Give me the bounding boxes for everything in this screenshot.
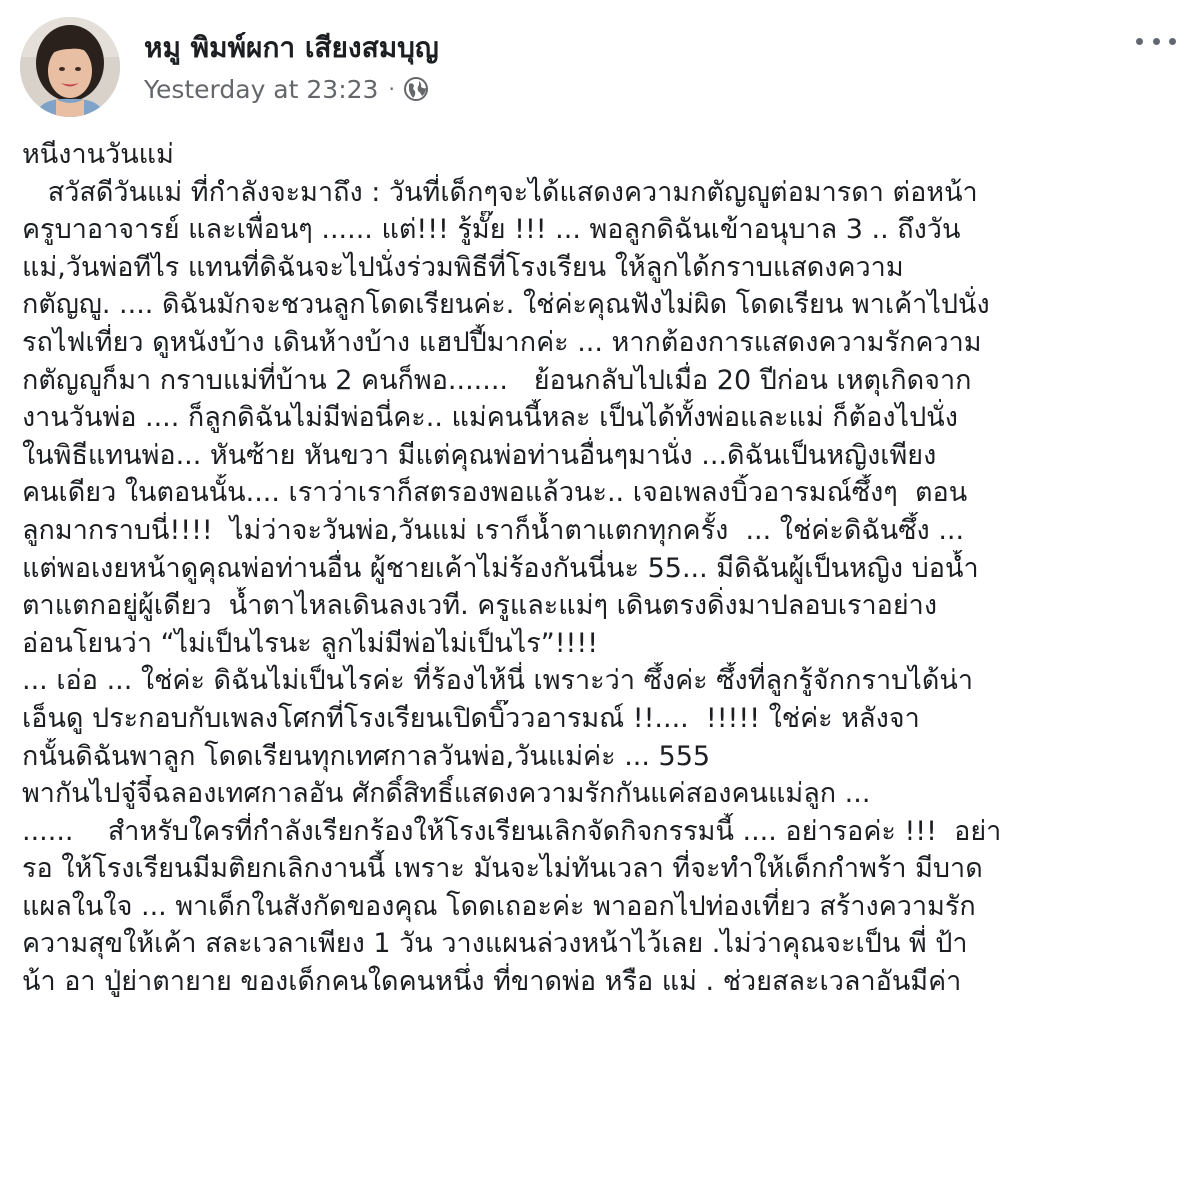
post-text-line: อ่อนโยนว่า “ไม่เป็นไรนะ ลูกไม่มีพ่อไม่เป็นไร”!!!! bbox=[22, 627, 599, 659]
more-options-icon bbox=[1136, 38, 1143, 45]
post-text-line: ในพิธีแทนพ่อ... หันซ้าย หันขวา มีแต่คุณพ่อท่านอื่นๆมานั่ง ...ดิฉันเป็นหญิงเพียง bbox=[22, 439, 937, 471]
post-text-line: ความสุขให้เค้า สละเวลาเพียง 1 วัน วางแผนล่วงหน้าไว้เลย .ไม่ว่าคุณจะเป็น พี่ ป้า bbox=[22, 928, 968, 960]
more-options-icon-dot bbox=[1153, 38, 1160, 45]
post-timestamp[interactable]: Yesterday at 23:23 bbox=[144, 74, 379, 104]
post-text-line: น้า อา ปู่ย่าตายาย ของเด็กคนใดคนหนึ่ง ที่ขาดพ่อ หรือ แม่ . ช่วยสละเวลาอันมีค่า bbox=[22, 966, 962, 998]
post-text-line: คนเดียว ในตอนนั้น.... เราว่าเราก็สตรองพอแล้วนะ.. เจอเพลงบิ้วอารมณ์ซึ้งๆ ตอน bbox=[22, 477, 968, 509]
post-text-line: กตัญญู. .... ดิฉันมักจะชวนลูกโดดเรียนค่ะ. ใช่ค่ะคุณฟังไม่ผิด โดดเรียน พาเค้าไปนั่ง bbox=[22, 289, 990, 321]
post-text-line: แผลในใจ ... พาเด็กในสังกัดของคุณ โดดเถอะค่ะ พาออกไปท่องเที่ยว สร้างความรัก bbox=[22, 890, 976, 922]
post-text bbox=[22, 136, 1172, 1181]
post-meta bbox=[144, 72, 429, 106]
more-options-button[interactable] bbox=[1136, 24, 1176, 58]
avatar[interactable] bbox=[20, 17, 120, 117]
globe-icon[interactable] bbox=[403, 76, 429, 102]
post-text-line: ลูกมากราบนี่!!!! ไม่ว่าจะวันพ่อ,วันแม่ เราก็น้ำตาแตกทุกครั้ง ... ใช่ค่ะดิฉันซึ้ง ... bbox=[22, 514, 965, 546]
post-text-line: ... เอ่อ ... ใช่ค่ะ ดิฉันไม่เป็นไรค่ะ ที่ร้องไห้นี่ เพราะว่า ซึ้งค่ะ ซึ้งที่ลูกรู้จักกราบได้น่า bbox=[22, 665, 973, 697]
post-text-line: รถไฟเที่ยว ดูหนังบ้าง เดินห้างบ้าง แฮปปี้มากค่ะ ... หากต้องการแสดงความรักความ bbox=[22, 326, 982, 358]
post-text-line: เอ็นดู ประกอบกับเพลงโศกที่โรงเรียนเปิดบิ๊ววอารมณ์ !!.... !!!!! ใช่ค่ะ หลังจา bbox=[22, 702, 920, 734]
post-text-line: พากันไปจู๋จี๋ฉลองเทศกาลอัน ศักดิ์สิทธิ์แสดงความรักกันแค่สองคนแม่ลูก ... bbox=[22, 778, 871, 810]
post-text-line: ตาแตกอยู่ผู้เดียว น้ำตาไหลเดินลงเวที. ครูและแม่ๆ เดินตรงดิ่งมาปลอบเราอย่าง bbox=[22, 590, 938, 622]
post-text-line: แต่พอเงยหน้าดูคุณพ่อท่านอื่น ผู้ชายเค้าไม่ร้องกันนี่นะ 55... มีดิฉันผู้เป็นหญิง บ่อน้ำ bbox=[22, 552, 979, 584]
post-text-line: แม่,วันพ่อทีไร แทนที่ดิฉันจะไปนั่งร่วมพิธีที่โรงเรียน ให้ลูกได้กราบแสดงความ bbox=[22, 251, 904, 283]
post-text-line: กนั้นดิฉันพาลูก โดดเรียนทุกเทศกาลวันพ่อ,วันแม่ค่ะ ... 555 bbox=[22, 740, 711, 772]
avatar-image bbox=[20, 17, 120, 117]
post-text-line: กตัญญูก็มา กราบแม่ที่บ้าน 2 คนก็พอ....... ย้อนกลับไปเมื่อ 20 ปีก่อน เหตุเกิดจาก bbox=[22, 364, 972, 396]
post-header bbox=[0, 0, 1186, 125]
post-text-line: ...... สำหรับใครที่กำลังเรียกร้องให้โรงเรียนเลิกจัดกิจกรรมนี้ .... อย่ารอค่ะ !!! อย่า bbox=[22, 815, 1002, 847]
author-name[interactable]: หมู พิมพ์ผกา เสียงสมบุญ bbox=[144, 31, 439, 64]
post-text-line: งานวันพ่อ .... ก็ลูกดิฉันไม่มีพ่อนี่คะ.. แม่คนนี้หละ เป็นได้ทั้งพ่อและแม่ ก็ต้องไปนั่ง bbox=[22, 402, 958, 434]
post-text-line: ครูบาอาจารย์ และเพื่อนๆ ...... แต่!!! รู้มั๊ย !!! ... พอลูกดิฉันเข้าอนุบาล 3 .. ถึงวัน bbox=[22, 214, 961, 246]
post-text-line: รอ ให้โรงเรียนมีมติยกเลิกงานนี้ เพราะ มันจะไม่ทันเวลา ที่จะทำให้เด็กกำพร้า มีบาด bbox=[22, 853, 983, 885]
post-text-line: หนีงานวันแม่ bbox=[22, 139, 174, 170]
more-options-icon-dot bbox=[1169, 38, 1176, 45]
post-text-line: สวัสดีวันแม่ ที่กำลังจะมาถึง : วันที่เด็กๆจะได้แสดงความกตัญญูต่อมารดา ต่อหน้า bbox=[22, 176, 978, 208]
meta-separator: · bbox=[388, 77, 395, 101]
